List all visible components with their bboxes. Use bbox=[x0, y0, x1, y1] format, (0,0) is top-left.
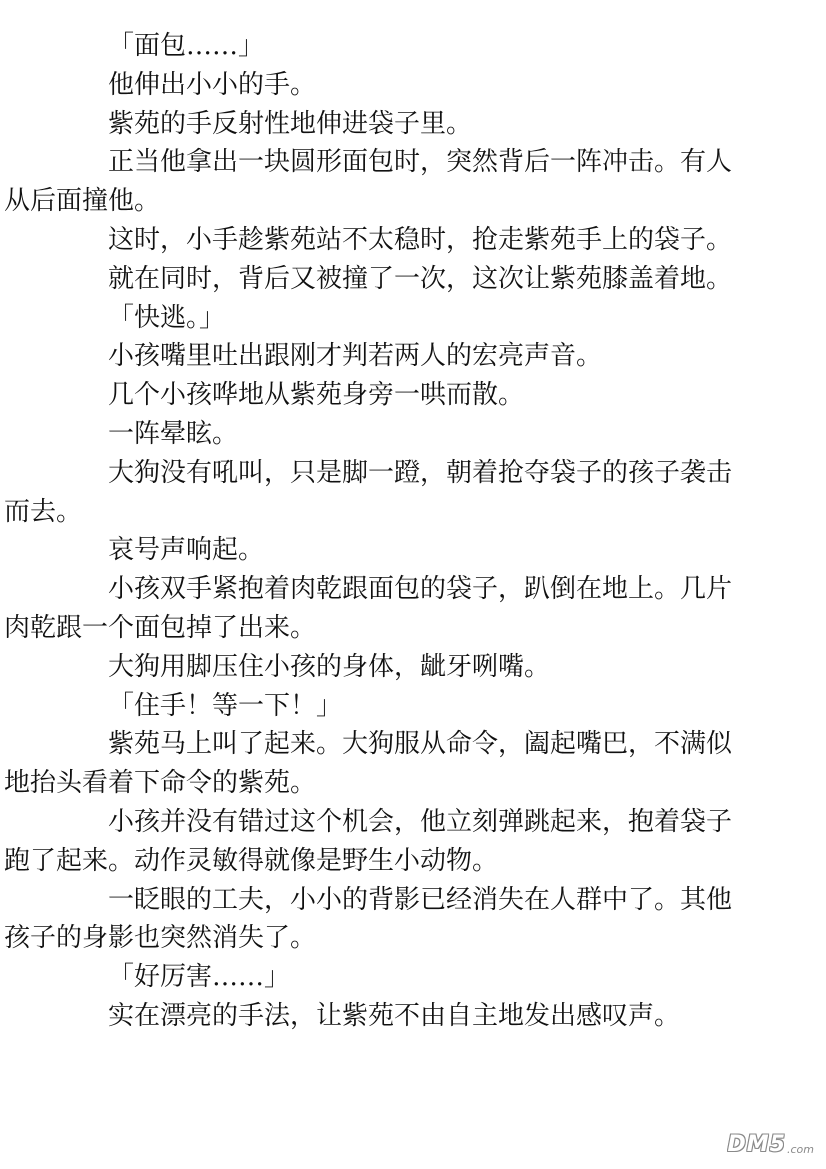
text-line: 孩子的身影也突然消失了。 bbox=[4, 923, 317, 954]
text-line: 「快逃。」 bbox=[108, 302, 226, 333]
text-line: 紫苑马上叫了起来。大狗服从命令，阖起嘴巴，不满似 bbox=[108, 729, 733, 760]
watermark-logo: DM5 bbox=[727, 1131, 786, 1157]
site-watermark bbox=[728, 1127, 814, 1161]
text-line: 地抬头看着下命令的紫苑。 bbox=[4, 768, 317, 799]
paragraph bbox=[56, 531, 756, 570]
paragraph bbox=[56, 648, 756, 687]
paragraph bbox=[56, 66, 756, 105]
text-line: 就在同时，背后又被撞了一次，这次让紫苑膝盖着地。 bbox=[108, 263, 733, 294]
text-line: 肉乾跟一个面包掉了出来。 bbox=[4, 612, 317, 643]
watermark-suffix: .com bbox=[787, 1142, 814, 1156]
text-line: 小孩嘴里吐出跟刚才判若两人的宏亮声音。 bbox=[108, 341, 603, 372]
text-line: 「好厉害……」 bbox=[108, 962, 291, 993]
paragraph bbox=[4, 570, 756, 648]
novel-text-body bbox=[4, 27, 756, 1036]
text-line: 他伸出小小的手。 bbox=[108, 69, 317, 100]
paragraph bbox=[56, 337, 756, 376]
paragraph bbox=[4, 725, 756, 803]
paragraph bbox=[56, 687, 756, 726]
paragraph bbox=[56, 415, 756, 454]
paragraph bbox=[4, 803, 756, 881]
text-line: 而去。 bbox=[4, 496, 83, 527]
text-line: 「面包……」 bbox=[108, 31, 265, 61]
paragraph bbox=[4, 454, 756, 532]
paragraph bbox=[56, 260, 756, 299]
text-line: 跑了起来。动作灵敏得就像是野生小动物。 bbox=[4, 845, 499, 876]
text-line: 这时，小手趁紫苑站不太稳时，抢走紫苑手上的袋子。 bbox=[108, 224, 733, 255]
text-line: 小孩并没有错过这个机会，他立刻弹跳起来，抱着袋子 bbox=[108, 806, 733, 837]
paragraph bbox=[56, 376, 756, 415]
paragraph bbox=[56, 299, 756, 338]
text-line: 小孩双手紧抱着肉乾跟面包的袋子，趴倒在地上。几片 bbox=[108, 574, 733, 605]
text-line: 实在漂亮的手法，让紫苑不由自主地发出感叹声。 bbox=[108, 1000, 681, 1031]
paragraph bbox=[56, 27, 756, 66]
paragraph bbox=[4, 881, 756, 959]
paragraph bbox=[56, 105, 756, 144]
text-line: 大狗用脚压住小孩的身体，龇牙咧嘴。 bbox=[108, 651, 551, 682]
paragraph bbox=[4, 143, 756, 221]
text-line: 几个小孩哗地从紫苑身旁一哄而散。 bbox=[108, 380, 525, 411]
paragraph bbox=[56, 958, 756, 997]
text-line: 一阵晕眩。 bbox=[108, 418, 239, 449]
text-line: 从后面撞他。 bbox=[4, 186, 161, 217]
text-line: 大狗没有吼叫，只是脚一蹬，朝着抢夺袋子的孩子袭击 bbox=[108, 457, 733, 488]
text-line: 紫苑的手反射性地伸进袋子里。 bbox=[108, 108, 473, 139]
text-line: 「住手！等一下！」 bbox=[108, 690, 343, 721]
text-line: 正当他拿出一块圆形面包时，突然背后一阵冲击。有人 bbox=[108, 147, 733, 178]
text-line: 哀号声响起。 bbox=[108, 535, 265, 566]
paragraph bbox=[56, 997, 756, 1036]
paragraph bbox=[56, 221, 756, 260]
text-line: 一眨眼的工夫，小小的背影已经消失在人群中了。其他 bbox=[108, 884, 733, 915]
